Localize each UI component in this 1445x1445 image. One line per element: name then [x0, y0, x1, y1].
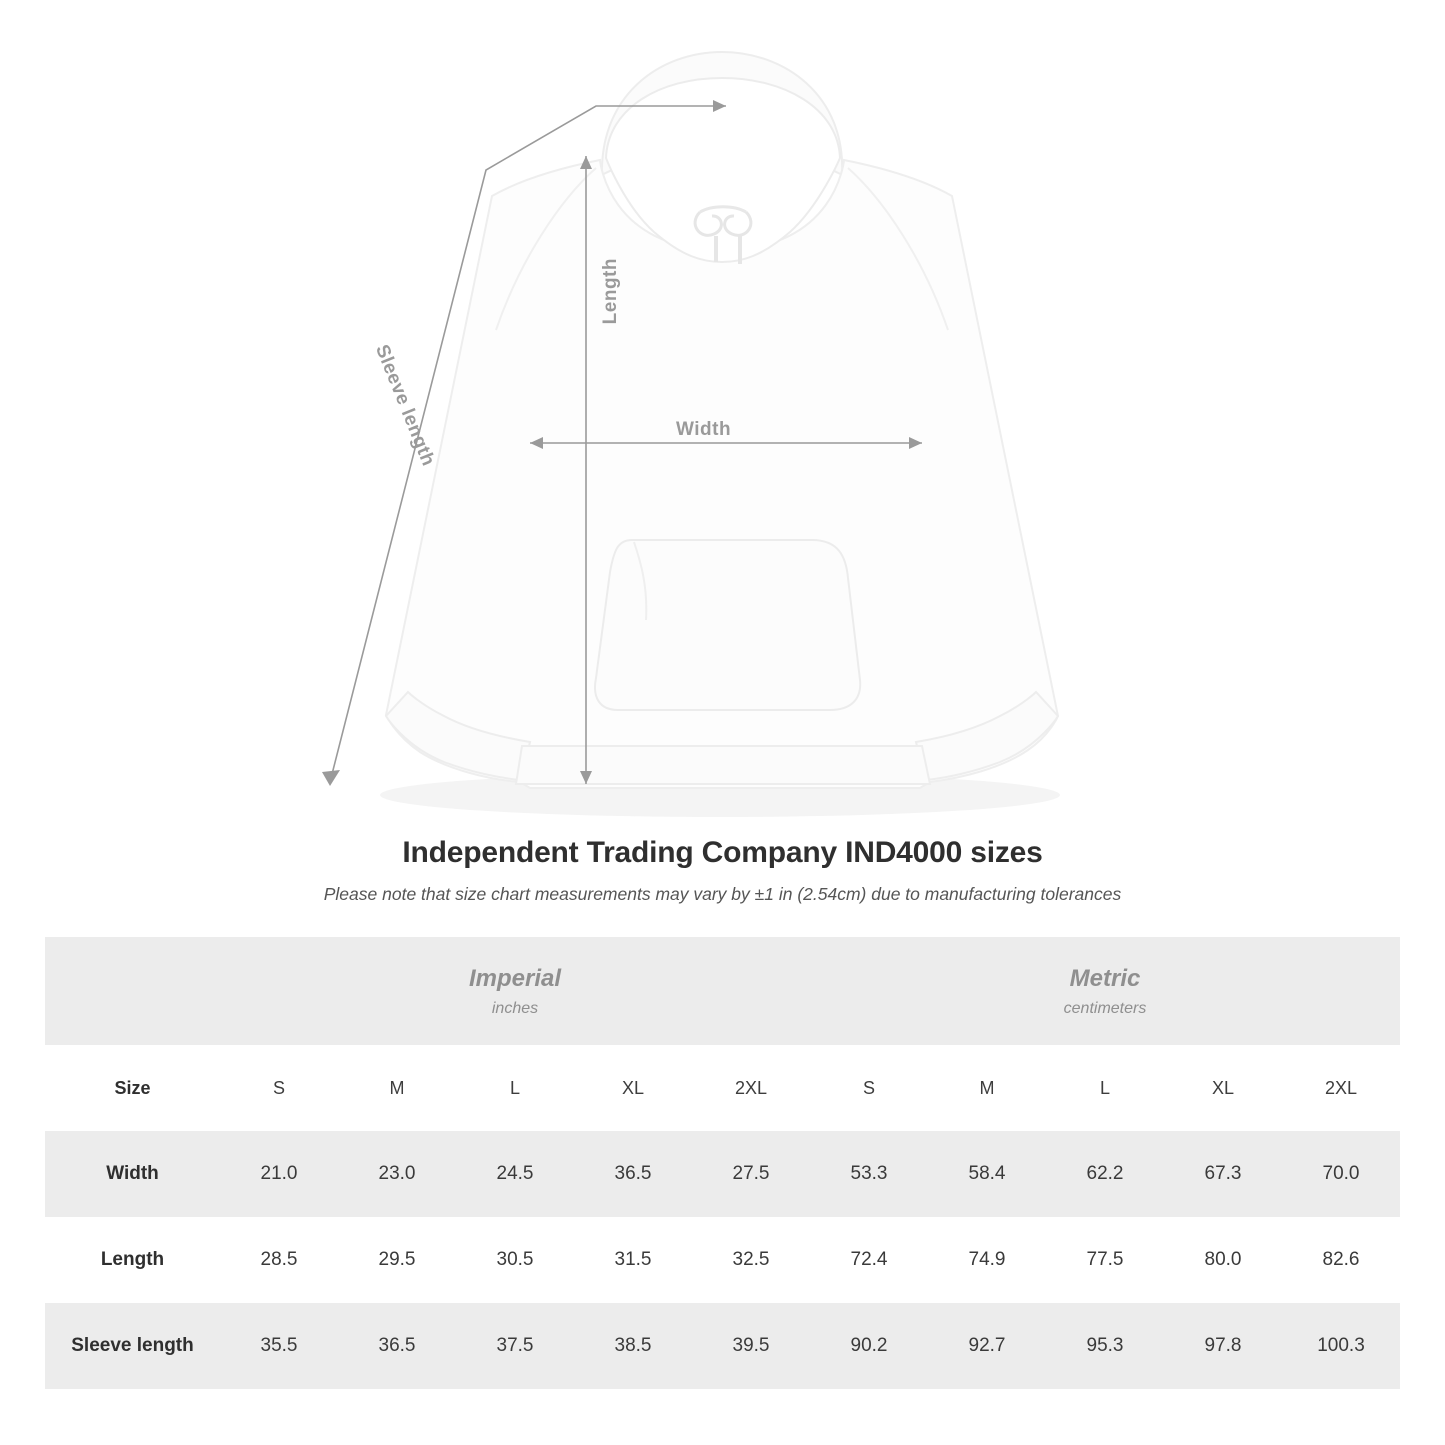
size-header-imperial-l: L [456, 1045, 574, 1131]
size-header-imperial-m: M [338, 1045, 456, 1131]
sleeve-label-wrap [330, 341, 470, 510]
size-header-imperial-xl: XL [574, 1045, 692, 1131]
row-label-width: Width [45, 1131, 220, 1217]
cell-sleeve-metric-xl: 97.8 [1164, 1303, 1282, 1389]
unit-group-imperial-sub: inches [491, 1000, 539, 1017]
cell-width-imperial-2xl: 27.5 [692, 1131, 810, 1217]
unit-header-row [45, 937, 1400, 1045]
cell-width-metric-xl: 67.3 [1164, 1131, 1282, 1217]
cell-width-imperial-xl: 36.5 [574, 1131, 692, 1217]
unit-group-metric-sub: centimeters [1063, 1000, 1147, 1017]
size-table-wrap [45, 937, 1400, 1389]
size-header-row [45, 1045, 1400, 1131]
cell-width-metric-m: 58.4 [928, 1131, 1046, 1217]
cell-sleeve-imperial-m: 36.5 [338, 1303, 456, 1389]
unit-group-metric [810, 937, 1400, 1045]
title-block [0, 836, 1445, 905]
size-table [45, 937, 1400, 1389]
cell-length-imperial-m: 29.5 [378, 1249, 416, 1270]
cell-length-imperial-2xl: 32.5 [732, 1249, 770, 1270]
unit-group-imperial [220, 937, 810, 1045]
table-row [45, 1217, 1400, 1303]
size-header-metric-xl: XL [1164, 1045, 1282, 1131]
width-dimension-label: Width [676, 419, 732, 440]
table-row [45, 1131, 1400, 1217]
cell-sleeve-metric-s: 90.2 [810, 1303, 928, 1389]
cell-length-imperial-s: 28.5 [260, 1249, 298, 1270]
table-row [45, 1303, 1400, 1389]
length-dimension-label: Length [600, 258, 621, 325]
cell-sleeve-imperial-2xl: 39.5 [692, 1303, 810, 1389]
size-header-metric-2xl: 2XL [1282, 1045, 1400, 1131]
cell-sleeve-imperial-xl: 38.5 [574, 1303, 692, 1389]
cell-length-imperial-xl: 31.5 [614, 1249, 652, 1270]
cell-width-imperial-l: 24.5 [456, 1131, 574, 1217]
cell-length-metric-l: 77.5 [1086, 1249, 1124, 1270]
unit-group-metric-name: Metric [1069, 965, 1141, 992]
cell-length-imperial-l: 30.5 [496, 1249, 534, 1270]
cell-sleeve-imperial-s: 35.5 [220, 1303, 338, 1389]
cell-sleeve-metric-m: 92.7 [928, 1303, 1046, 1389]
cell-width-imperial-s: 21.0 [220, 1131, 338, 1217]
size-header-metric-l: L [1046, 1045, 1164, 1131]
cell-width-imperial-m: 23.0 [338, 1131, 456, 1217]
size-header-imperial-2xl: 2XL [692, 1045, 810, 1131]
row-label-sleeve-length: Sleeve length [45, 1303, 220, 1389]
cell-width-metric-2xl: 70.0 [1282, 1131, 1400, 1217]
unit-group-imperial-name: Imperial [468, 965, 562, 992]
cell-length-metric-m: 74.9 [968, 1249, 1006, 1270]
waistband [516, 746, 930, 784]
cell-length-metric-s: 72.4 [850, 1249, 888, 1270]
size-corner-label: Size [45, 1045, 220, 1131]
measurement-note: Please note that size chart measurements may vary by ±1 in (2.54cm) due to manufacturing tolerances [323, 884, 1122, 904]
size-header-imperial-s: S [220, 1045, 338, 1131]
kangaroo-pocket [595, 540, 860, 710]
cell-length-metric-2xl: 82.6 [1322, 1249, 1360, 1270]
page-title: Independent Trading Company IND4000 sizes [402, 836, 1043, 869]
size-header-metric-s: S [810, 1045, 928, 1131]
cell-length-metric-xl: 80.0 [1204, 1249, 1242, 1270]
row-label-length: Length [100, 1249, 165, 1270]
size-header-metric-m: M [928, 1045, 1046, 1131]
cell-sleeve-metric-2xl: 100.3 [1282, 1303, 1400, 1389]
cell-sleeve-metric-l: 95.3 [1046, 1303, 1164, 1389]
unit-corner-cell [45, 937, 220, 1045]
cell-width-metric-s: 53.3 [810, 1131, 928, 1217]
sleeve-length-dimension-label: Sleeve length [370, 341, 439, 470]
cell-sleeve-imperial-l: 37.5 [456, 1303, 574, 1389]
cell-width-metric-l: 62.2 [1046, 1131, 1164, 1217]
